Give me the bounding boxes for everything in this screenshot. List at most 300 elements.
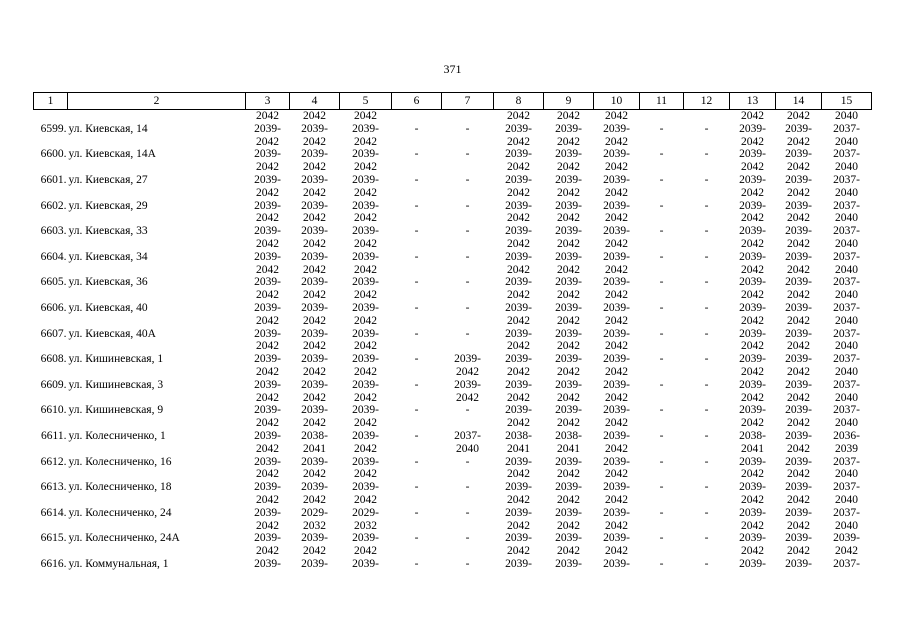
value-cell: 2042 xyxy=(256,314,279,327)
address-cell xyxy=(68,289,246,302)
value-cell xyxy=(392,494,442,507)
value-cell: 2039- xyxy=(254,353,281,366)
value-cell: 2042 xyxy=(507,314,530,327)
value-cell: 2039- xyxy=(555,250,582,263)
value-cell: 2042 xyxy=(741,365,764,378)
column-header-4: 4 xyxy=(290,93,340,110)
address-cell: ул. Колесниченко, 1 xyxy=(68,429,166,442)
schedule-table xyxy=(33,92,872,571)
value-cell xyxy=(684,187,730,200)
address-cell xyxy=(68,264,246,277)
value-cell: 2039- xyxy=(505,173,532,186)
value-cell: 2039- xyxy=(505,250,532,263)
table-row xyxy=(34,148,872,161)
value-cell: - xyxy=(414,557,419,570)
value-cell: 2042 xyxy=(354,442,377,455)
column-header-7: 7 xyxy=(442,93,494,110)
value-cell: 2042 xyxy=(256,263,279,276)
value-cell: 2042 xyxy=(605,417,628,430)
table-row xyxy=(34,110,872,123)
value-cell: 2039- xyxy=(555,404,582,417)
column-header-3: 3 xyxy=(246,93,290,110)
value-cell: 2039- xyxy=(603,532,630,545)
value-cell: 2040 xyxy=(835,263,858,276)
value-cell: 2042 xyxy=(256,289,279,302)
value-cell: 2042 xyxy=(303,468,326,481)
value-cell xyxy=(442,494,494,507)
value-cell: 2039- xyxy=(739,225,766,238)
column-header-6: 6 xyxy=(392,93,442,110)
value-cell: - xyxy=(465,276,470,289)
column-header-8: 8 xyxy=(494,93,544,110)
value-cell xyxy=(392,417,442,430)
value-cell: 2039- xyxy=(301,276,328,289)
value-cell: 2039- xyxy=(254,481,281,494)
value-cell: 2042 xyxy=(557,186,580,199)
value-cell xyxy=(684,545,730,558)
value-cell: 2042 xyxy=(605,263,628,276)
value-cell: 2042 xyxy=(354,263,377,276)
value-cell: 2039- xyxy=(739,506,766,519)
value-cell xyxy=(640,494,684,507)
value-cell: 2042 xyxy=(787,289,810,302)
value-cell: - xyxy=(465,557,470,570)
value-cell: 2039- xyxy=(505,225,532,238)
value-cell: - xyxy=(465,506,470,519)
value-cell xyxy=(392,264,442,277)
value-cell xyxy=(442,264,494,277)
value-cell: 2039- xyxy=(301,378,328,391)
table-row xyxy=(34,200,872,213)
value-cell: - xyxy=(414,327,419,340)
value-cell xyxy=(392,443,442,456)
value-cell: 2039- xyxy=(301,557,328,570)
value-cell: 2039- xyxy=(603,199,630,212)
value-cell: 2039- xyxy=(352,122,379,135)
value-cell xyxy=(684,264,730,277)
value-cell: - xyxy=(414,353,419,366)
value-cell: 2039- xyxy=(739,122,766,135)
value-cell: 2039- xyxy=(352,378,379,391)
value-cell xyxy=(640,212,684,225)
value-cell: 2042 xyxy=(256,212,279,225)
address-cell xyxy=(68,494,246,507)
value-cell: 2039- xyxy=(785,301,812,314)
value-cell: 2040 xyxy=(835,365,858,378)
value-cell: - xyxy=(414,404,419,417)
table-row-continuation xyxy=(34,340,872,353)
value-cell: 2042 xyxy=(605,391,628,404)
column-header-9: 9 xyxy=(544,93,594,110)
value-cell: 2040 xyxy=(835,468,858,481)
value-cell: 2041 xyxy=(507,442,530,455)
value-cell: 2039- xyxy=(505,532,532,545)
address-cell: ул. Киевская, 27 xyxy=(68,173,148,186)
value-cell: 2042 xyxy=(605,289,628,302)
value-cell: 2039- xyxy=(301,301,328,314)
value-cell: 2042 xyxy=(557,519,580,532)
value-cell: 2038- xyxy=(555,429,582,442)
value-cell: 2039- xyxy=(505,148,532,161)
address-cell: ул. Киевская, 29 xyxy=(68,199,148,212)
value-cell: 2032 xyxy=(303,519,326,532)
value-cell: - xyxy=(465,122,470,135)
value-cell: 2039- xyxy=(505,327,532,340)
value-cell xyxy=(392,468,442,481)
value-cell: 2036- xyxy=(833,429,860,442)
value-cell: 2039- xyxy=(603,122,630,135)
table-row-continuation xyxy=(34,161,872,174)
row-number-cell xyxy=(34,494,68,507)
address-cell: ул. Кишиневская, 1 xyxy=(68,353,164,366)
value-cell: 2039- xyxy=(505,353,532,366)
value-cell xyxy=(392,392,442,405)
value-cell: 2042 xyxy=(787,519,810,532)
row-number-cell: 6601. xyxy=(40,173,67,186)
table-row-continuation xyxy=(34,468,872,481)
value-cell: 2039- xyxy=(254,148,281,161)
value-cell: 2042 xyxy=(557,263,580,276)
value-cell: 2037- xyxy=(833,506,860,519)
table-row xyxy=(34,532,872,545)
value-cell: 2039- xyxy=(555,532,582,545)
address-cell xyxy=(68,238,246,251)
value-cell: 2042 xyxy=(354,391,377,404)
value-cell xyxy=(392,289,442,302)
value-cell: 2037- xyxy=(833,378,860,391)
address-cell: ул. Колесниченко, 24 xyxy=(68,506,172,519)
value-cell: 2039- xyxy=(352,455,379,468)
value-cell: 2039- xyxy=(785,327,812,340)
table-row xyxy=(34,123,872,136)
value-cell: 2042 xyxy=(507,289,530,302)
address-cell: ул. Коммунальная, 1 xyxy=(68,557,169,570)
row-number-cell: 6600. xyxy=(40,148,67,161)
value-cell xyxy=(684,417,730,430)
value-cell: 2042 xyxy=(787,391,810,404)
address-cell xyxy=(68,187,246,200)
table-row-continuation xyxy=(34,494,872,507)
value-cell: 2042 xyxy=(256,545,279,558)
value-cell: 2039- xyxy=(833,532,860,545)
value-cell: 2039- xyxy=(603,301,630,314)
value-cell xyxy=(640,520,684,533)
table-row xyxy=(34,276,872,289)
value-cell: 2039- xyxy=(739,378,766,391)
value-cell: 2037- xyxy=(833,353,860,366)
value-cell: 2042 xyxy=(507,468,530,481)
row-number-cell xyxy=(34,110,68,123)
value-cell: 2039- xyxy=(603,276,630,289)
value-cell: 2042 xyxy=(787,442,810,455)
value-cell: - xyxy=(659,301,664,314)
address-cell xyxy=(68,136,246,149)
value-cell: 2039- xyxy=(254,378,281,391)
address-cell: ул. Киевская, 14А xyxy=(68,148,156,161)
value-cell: 2042 xyxy=(354,417,377,430)
value-cell: 2042 xyxy=(557,212,580,225)
value-cell: 2042 xyxy=(256,417,279,430)
row-number-cell xyxy=(34,212,68,225)
value-cell: 2039- xyxy=(603,506,630,519)
value-cell: - xyxy=(659,557,664,570)
value-cell: 2042 xyxy=(507,340,530,353)
table-row xyxy=(34,379,872,392)
value-cell: 2039- xyxy=(555,173,582,186)
value-cell: 2039- xyxy=(739,481,766,494)
value-cell: 2042 xyxy=(303,186,326,199)
value-cell: - xyxy=(465,455,470,468)
value-cell: 2042 xyxy=(354,545,377,558)
value-cell: 2040 xyxy=(835,519,858,532)
table-row xyxy=(34,404,872,417)
value-cell: - xyxy=(465,532,470,545)
value-cell: 2042 xyxy=(354,468,377,481)
table-row-continuation xyxy=(34,417,872,430)
value-cell: 2042 xyxy=(557,161,580,174)
value-cell: - xyxy=(659,148,664,161)
address-cell xyxy=(68,392,246,405)
value-cell: 2042 xyxy=(303,237,326,250)
value-cell: 2042 xyxy=(303,135,326,148)
address-cell: ул. Кишиневская, 3 xyxy=(68,378,164,391)
value-cell: - xyxy=(414,378,419,391)
value-cell: 2042 xyxy=(354,237,377,250)
value-cell: 2042 xyxy=(256,468,279,481)
value-cell: - xyxy=(704,148,709,161)
value-cell: 2041 xyxy=(303,442,326,455)
address-cell xyxy=(68,212,246,225)
value-cell: 2039- xyxy=(505,506,532,519)
table-row-continuation xyxy=(34,545,872,558)
value-cell: 2042 xyxy=(787,468,810,481)
table-body xyxy=(34,110,872,571)
value-cell: 2042 xyxy=(605,110,628,122)
value-cell: 2042 xyxy=(787,110,810,122)
value-cell: 2039- xyxy=(254,429,281,442)
value-cell: 2037- xyxy=(833,557,860,570)
value-cell: 2042 xyxy=(303,263,326,276)
address-cell: ул. Киевская, 36 xyxy=(68,276,148,289)
value-cell: 2039- xyxy=(254,557,281,570)
table-row-continuation xyxy=(34,264,872,277)
value-cell: 2042 xyxy=(741,391,764,404)
value-cell: 2041 xyxy=(557,442,580,455)
value-cell: 2042 xyxy=(507,519,530,532)
value-cell: 2042 xyxy=(605,442,628,455)
value-cell: 2039- xyxy=(352,557,379,570)
value-cell: - xyxy=(465,250,470,263)
value-cell: 2042 xyxy=(605,135,628,148)
value-cell: 2042 xyxy=(741,110,764,122)
value-cell: 2039- xyxy=(301,532,328,545)
value-cell: - xyxy=(704,250,709,263)
value-cell: 2039- xyxy=(555,199,582,212)
value-cell: 2039- xyxy=(352,225,379,238)
value-cell: 2042 xyxy=(741,545,764,558)
value-cell: - xyxy=(465,148,470,161)
value-cell: 2040 xyxy=(835,161,858,174)
value-cell: - xyxy=(704,199,709,212)
row-number-cell: 6613. xyxy=(40,481,67,494)
value-cell: 2042 xyxy=(507,237,530,250)
value-cell: 2039- xyxy=(739,173,766,186)
value-cell xyxy=(640,340,684,353)
table-row xyxy=(34,430,872,443)
table-row-continuation xyxy=(34,315,872,328)
column-header-14: 14 xyxy=(776,93,822,110)
value-cell: 2038- xyxy=(301,429,328,442)
value-cell: 2042 xyxy=(557,237,580,250)
value-cell: 2037- xyxy=(833,455,860,468)
value-cell: 2039- xyxy=(254,225,281,238)
table-row xyxy=(34,558,872,571)
value-cell: - xyxy=(704,455,709,468)
value-cell: 2042 xyxy=(741,237,764,250)
value-cell xyxy=(684,443,730,456)
value-cell: - xyxy=(704,225,709,238)
value-cell: 2042 xyxy=(605,186,628,199)
value-cell: - xyxy=(465,199,470,212)
value-cell xyxy=(392,136,442,149)
value-cell: 2039- xyxy=(301,148,328,161)
value-cell: 2042 xyxy=(507,212,530,225)
value-cell: 2037- xyxy=(833,173,860,186)
address-cell: ул. Киевская, 14 xyxy=(68,122,148,135)
value-cell: - xyxy=(414,250,419,263)
value-cell: - xyxy=(414,532,419,545)
value-cell: - xyxy=(659,481,664,494)
value-cell: 2039- xyxy=(739,276,766,289)
value-cell: 2039- xyxy=(352,250,379,263)
value-cell: 2039- xyxy=(555,506,582,519)
value-cell: 2042 xyxy=(354,186,377,199)
table-row xyxy=(34,302,872,315)
value-cell: 2039- xyxy=(352,481,379,494)
value-cell: - xyxy=(659,455,664,468)
value-cell: 2039- xyxy=(352,148,379,161)
value-cell: 2040 xyxy=(835,212,858,225)
value-cell: 2042 xyxy=(354,110,377,122)
value-cell: 2042 xyxy=(256,493,279,506)
value-cell xyxy=(442,545,494,558)
value-cell xyxy=(684,468,730,481)
value-cell: 2039- xyxy=(785,173,812,186)
value-cell: 2042 xyxy=(354,365,377,378)
value-cell: - xyxy=(414,455,419,468)
row-number-cell xyxy=(34,264,68,277)
value-cell: 2042 xyxy=(557,545,580,558)
value-cell: 2039- xyxy=(352,276,379,289)
row-number-cell xyxy=(34,187,68,200)
row-number-cell: 6614. xyxy=(40,506,67,519)
value-cell: 2039- xyxy=(254,276,281,289)
value-cell: 2042 xyxy=(507,545,530,558)
value-cell: 2039- xyxy=(739,532,766,545)
value-cell: 2040 xyxy=(835,237,858,250)
value-cell: 2039- xyxy=(505,404,532,417)
value-cell: 2042 xyxy=(456,391,479,404)
value-cell: 2037- xyxy=(833,148,860,161)
value-cell: 2042 xyxy=(605,468,628,481)
value-cell: - xyxy=(704,301,709,314)
value-cell: - xyxy=(465,173,470,186)
value-cell: 2042 xyxy=(605,161,628,174)
column-header-11: 11 xyxy=(640,93,684,110)
value-cell: 2042 xyxy=(256,237,279,250)
row-number-cell xyxy=(34,315,68,328)
value-cell: 2039- xyxy=(505,378,532,391)
row-number-cell: 6609. xyxy=(40,378,67,391)
value-cell: - xyxy=(414,481,419,494)
value-cell: 2039- xyxy=(301,481,328,494)
value-cell: 2042 xyxy=(303,391,326,404)
value-cell: 2042 xyxy=(507,263,530,276)
value-cell: 2040 xyxy=(456,442,479,455)
value-cell: 2039- xyxy=(739,250,766,263)
value-cell xyxy=(684,366,730,379)
value-cell: 2039- xyxy=(603,225,630,238)
value-cell: 2042 xyxy=(787,212,810,225)
value-cell: - xyxy=(659,532,664,545)
row-number-cell xyxy=(34,468,68,481)
value-cell: 2037- xyxy=(454,429,481,442)
value-cell: 2039- xyxy=(555,301,582,314)
value-cell: 2042 xyxy=(256,186,279,199)
value-cell: 2039- xyxy=(785,481,812,494)
value-cell xyxy=(684,494,730,507)
value-cell: 2042 xyxy=(741,340,764,353)
row-number-cell xyxy=(34,238,68,251)
value-cell: 2042 xyxy=(605,237,628,250)
value-cell: - xyxy=(659,199,664,212)
value-cell: 2042 xyxy=(557,110,580,122)
value-cell: 2039- xyxy=(739,327,766,340)
row-number-cell xyxy=(34,443,68,456)
value-cell: 2039- xyxy=(301,327,328,340)
value-cell: 2039- xyxy=(739,404,766,417)
value-cell xyxy=(640,443,684,456)
value-cell: 2039- xyxy=(254,532,281,545)
table-row xyxy=(34,174,872,187)
value-cell: 2037- xyxy=(833,199,860,212)
address-cell: ул. Колесниченко, 24А xyxy=(68,532,180,545)
value-cell: 2039- xyxy=(603,404,630,417)
value-cell: 2039 xyxy=(835,442,858,455)
value-cell: 2039- xyxy=(555,455,582,468)
address-cell xyxy=(68,417,246,430)
table-row-continuation xyxy=(34,238,872,251)
value-cell xyxy=(442,520,494,533)
value-cell: 2042 xyxy=(741,135,764,148)
value-cell: 2039- xyxy=(603,353,630,366)
value-cell: - xyxy=(659,250,664,263)
value-cell: 2040 xyxy=(835,417,858,430)
value-cell: 2039- xyxy=(301,404,328,417)
value-cell: 2039- xyxy=(254,173,281,186)
value-cell: 2039- xyxy=(505,276,532,289)
value-cell: 2042 xyxy=(354,161,377,174)
value-cell: - xyxy=(704,378,709,391)
address-cell xyxy=(68,110,246,123)
value-cell: 2037- xyxy=(833,404,860,417)
value-cell: 2039- xyxy=(352,173,379,186)
value-cell: 2039- xyxy=(555,225,582,238)
value-cell: 2039- xyxy=(603,327,630,340)
value-cell: 2042 xyxy=(787,340,810,353)
row-number-cell: 6611. xyxy=(41,429,67,442)
value-cell xyxy=(392,340,442,353)
